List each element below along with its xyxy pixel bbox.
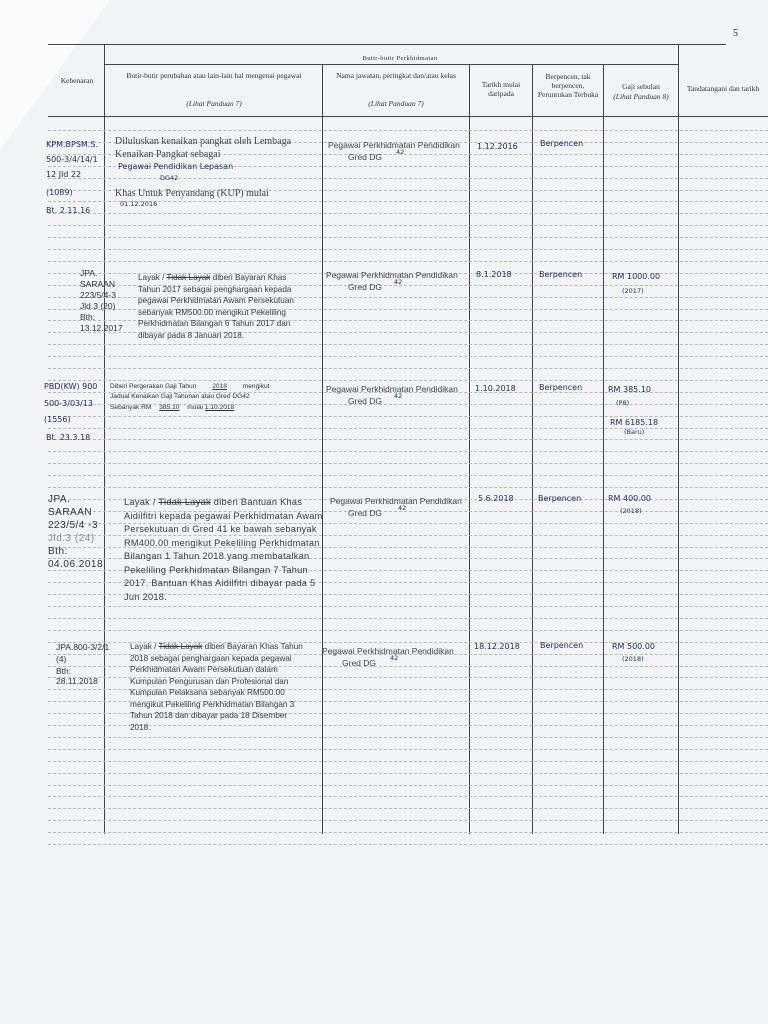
entry-3-line-3-label: Sebanyak RM [110,404,152,411]
entry-5-pension: Berpencen [540,641,584,650]
entry-2-ref-5: Bth: [80,312,96,322]
entry-2-grade-no: 42 [394,278,403,286]
entry-4-salary-2: (2018) [620,507,642,515]
header-tarikh: Tarikh mulai daripada [481,80,521,98]
entry-2-grade: Gred DG [348,282,383,292]
entry-3-ref-4: Bt. 23.3.18 [46,433,91,442]
entry-2-tidak-layak: Tidak Layak [166,273,211,282]
ruled-line [48,439,768,440]
header-bottom-border [48,116,768,117]
header-gaji: Gaji sebulan [622,82,660,91]
entry-5-date: 18.12.2018 [474,642,520,651]
entry-2-ref-3: 223/5/4-3 [80,290,116,300]
entry-4-details-text: diberi Bantuan Khas Aidilfitri kepada pegawai Perkhidmatan Awam Persekutuan di Gred 41 ke bawah sebanyak RM400.00 mengikut Pekeliling Perkhidmatan Bilangan 1 Tahun 2018 yang membatalkan Pekeliling Perkhidmatan Bilangan 7 Tahun 2017. Bantuan Khas Aidilfitri dibayar pada 5 Jun 2018. [124,497,323,602]
entry-1-pension: Berpencen [540,139,584,148]
entry-2-details [138,272,310,341]
entry-2-ref-6: 13.12.2017 [80,323,123,333]
entry-4-ref-2: SARAAN [48,507,93,518]
entry-4-layak: Layak / [124,497,156,507]
entry-3-gred: DG42 [232,393,250,400]
header-nama-ref: (Lihat Panduan 7) [368,99,424,108]
entry-5-layak: Layak / [130,642,157,651]
entry-3-salary-3: RM 6185.18 [610,418,659,427]
table-top-border [48,44,726,45]
entry-1-ref-4: (1089) [46,188,73,197]
ruled-line [48,737,768,738]
entry-1-details-hw2: DG42 [160,174,179,182]
entry-3-ref-1: PBD(KW) 900 [44,382,98,391]
entry-1-details-b: Khas Untuk Penyandang (KUP) mulai [115,188,269,199]
col-divider-3 [469,64,470,834]
ruled-line [48,844,768,845]
ruled-line [48,796,768,797]
entry-4-salary-1: RM 400.00 [608,494,651,503]
ruled-line [48,237,768,238]
entry-4-ref-1: JPA. [48,494,71,505]
entry-3-line-2 [110,393,320,402]
entry-3-date: 1.10.2018 [475,384,516,393]
page-number: 5 [733,28,738,39]
entry-1-details-date: 01.12.2016 [120,200,158,208]
entry-5-grade: Gred DG [342,658,377,668]
entry-5-salary-2: (2018) [622,655,644,663]
group-title: Butir-butir Perkhidmatan [362,55,438,62]
entry-4-ref-6: 04.06.2018 [48,559,104,570]
ruled-line [48,773,768,774]
entry-2-salary-1: RM 1000.00 [612,272,661,281]
ruled-line [48,261,768,262]
ruled-line [48,808,768,809]
header-butir: Butir-butir perubahan atau lain-lain hal mengenai pegawai [126,71,302,80]
ruled-line [48,761,768,762]
ruled-line [48,130,768,131]
header-gaji-ref: (Lihat Panduan 8) [613,92,669,101]
ruled-line [48,820,768,821]
entry-3-line-2-label: Jadual Kenaikan Gaji Tahunan atau Gred [110,393,231,400]
entry-1-date: 1.12.2016 [477,142,518,151]
entry-4-details [124,496,328,604]
entry-4-ref-4: Jld.3 (24) [48,533,95,544]
entry-3-line-3-mid: mulai [187,404,204,411]
ruled-line [48,832,768,833]
group-header-border [104,64,678,65]
entry-3-salary-4: (Baru) [624,428,645,436]
entry-2-ref-2: SARAAN [80,279,115,289]
entry-4-date: 5.6.2018 [478,494,514,503]
entry-3-year: 2018 [212,383,227,390]
entry-1-ref-3: 12 Jld 22 [46,170,82,179]
entry-2-ref-4: Jld.3 (20) [80,301,116,311]
col-divider-5 [603,64,604,834]
entry-3-line-1 [110,383,320,392]
entry-1-post: Pegawai Perkhidmatan Pendidikan [328,140,460,150]
entry-5-grade-no: 42 [390,654,399,662]
ruled-line [48,463,768,464]
ruled-line [48,618,768,619]
entry-2-date: 8.1.2018 [476,270,512,279]
entry-3-line-1-end: mengikut [242,383,270,390]
entry-4-ref-5: Bth: [48,546,68,557]
ruled-line [48,178,768,179]
folded-corner [0,0,110,150]
entry-3-pension: Berpencen [539,383,583,392]
entry-3-salary-2: (P8) [616,399,630,407]
ruled-line [48,606,768,607]
ruled-line [48,785,768,786]
entry-3-start-date: 1.10.2018 [204,404,235,411]
entry-1-details: Diluluskan kenaikan pangkat oleh Lembaga Kenaikan Pangkat sebagai [115,136,292,160]
entry-5-salary-1: RM 500.00 [612,642,655,651]
entry-3-grade: Gred DG [348,396,383,406]
entry-1-ref-1: KPM.BPSM.S. [46,140,98,149]
entry-1-details-hw: Pegawai Pendidikan Lepasan [118,162,234,171]
header-kebenaran: Kebenaran [60,76,94,85]
entry-5-details [130,641,304,733]
col-divider-4 [532,64,533,834]
ruled-line [48,428,768,429]
entry-3-salary-1: RM 385.10 [608,385,651,394]
entry-1-ref-2: 500-3/4/14/1 [46,155,98,164]
entry-4-grade-no: 42 [398,504,407,512]
header-butir-ref: (Lihat Panduan 7) [186,99,242,108]
ruled-line [48,487,768,488]
ruled-line [48,630,768,631]
ruled-line [48,368,768,369]
entry-3-line-3 [110,404,320,413]
header-nama: Nama jawatan, peringkat dan/atau kelas [336,71,456,80]
ruled-line [48,749,768,750]
ruled-line [48,451,768,452]
col-divider-2 [322,64,323,834]
entry-2-details-text: diberi Bayaran Khas Tahun 2017 sebagai penghargaan kepada pegawai Perkhidmatan Awam Persekutuan sebanyak RM500.00 mengikut Pekeliling Perkhidmatan Bilangan 6 Tahun 2017 dan dibayar pada 8 Januari 2018. [138,273,294,340]
entry-2-ref-1: JPA. [80,268,98,278]
ruled-line [48,213,768,214]
entry-5-ref-3: Bth: [56,666,72,676]
entry-4-tidak-layak: Tidak Layak [158,497,211,507]
ruled-line [48,249,768,250]
entry-3-post: Pegawai Perkhidmatan Pendidikan [326,384,458,394]
header-pencen: Berpencen, tak berpencen, Peruntukan Terbuka [537,72,599,99]
ruled-line [48,380,768,381]
entry-2-pension: Berpencen [539,270,583,279]
entry-5-details-text: diberi Bayaran Khas Tahun 2018 sebagai penghargaan kepada pegawai Perkhidmatan Awam Persekutuan dalam Kumpulan Pengurusan dan Profesional dan Kumpulan Pelaksana sebanyak RM500.00 mengikut Pekeliling Perkhidmatan Bilangan 3 Tahun 2018 dan dibayar pada 18 Disember 2018. [130,642,303,732]
entry-3-ref-3: (1556) [44,415,71,424]
entry-4-post: Pegawai Perkhidmatan Pendidikan [330,496,462,506]
entry-5-tidak-layak: Tidak Layak [158,642,203,651]
entry-3-grade-no: 42 [394,392,403,400]
entry-1-grade-no: 42 [396,148,405,156]
entry-5-post: Pegawai Perkhidmatan Pendidikan [322,646,454,656]
ruled-line [48,356,768,357]
entry-3-amount: 385.10 [159,404,180,411]
entry-2-layak: Layak / [138,273,165,282]
ruled-line [48,344,768,345]
entry-5-ref-2: (4) [56,654,67,664]
entry-4-grade: Gred DG [348,508,383,518]
ruled-line [48,225,768,226]
ruled-line [48,475,768,476]
entry-2-post: Pegawai Perkhidmatan Pendidikan [326,270,458,280]
entry-3-line-1-label: Diberi Pergerakan Gaji Tahun [110,383,197,390]
entry-1-ref-5: Bt. 2.11.16 [46,206,91,215]
entry-2-salary-2: (2017) [622,287,644,295]
ruled-line [48,416,768,417]
entry-5-ref-1: JPA.800-3/2/1 [56,642,110,652]
entry-3-ref-2: 500-3/03/13 [44,399,93,408]
header-tanda: Tandatangani dan tarikh [686,84,760,93]
entry-5-ref-4: 28.11.2018 [56,676,98,686]
entry-4-pension: Berpencen [538,494,582,503]
entry-1-grade: Gred DG [348,152,383,162]
entry-4-ref-3: 223/5/4 -3 [48,520,99,531]
